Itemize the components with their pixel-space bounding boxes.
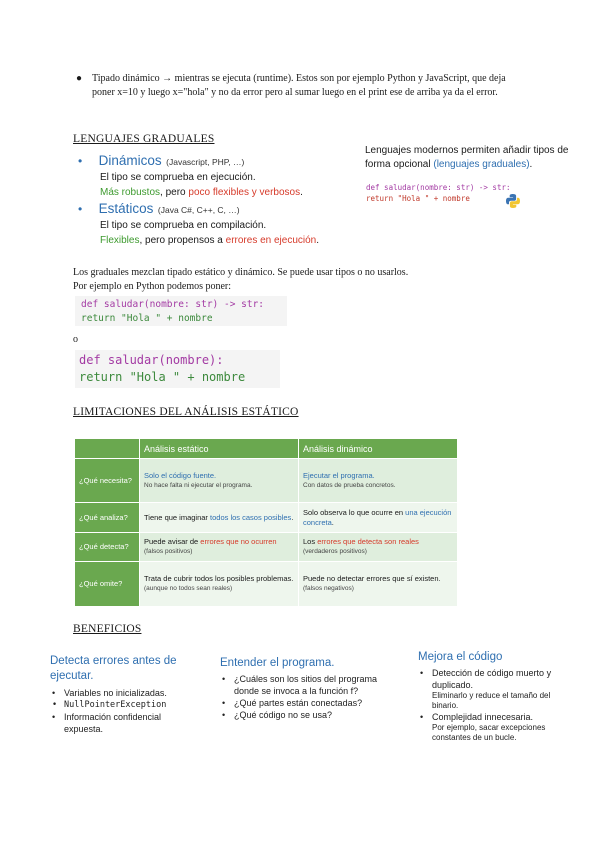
modern-gradual: (lenguajes graduales) [433,159,530,170]
dynamic-examples: (Javascript, PHP, …) [166,157,245,167]
dynamic-title: Dinámicos [98,153,162,168]
benefits-col-errors [50,654,200,735]
cell-main: Puede no detectar errores que sí existen. [303,573,441,583]
mix-line1: Los graduales mezclan tipado estático y dinámico. Se puede usar tipos o no usarlos. [73,267,409,278]
benefit-title: Entender el programa. [220,657,335,669]
static-end: . [316,235,320,246]
cell-pre: Puede avisar de [144,537,201,546]
cell-hl: todos los casos posibles [210,512,292,522]
dynamic-block [78,152,368,200]
code1-line1 [81,298,281,312]
cell-hl: errores que no ocurren [200,537,277,546]
benefit-title: Detecta errores antes de ejecutar. [50,655,177,682]
list-item [418,711,568,743]
code1-line2 [81,312,281,326]
cell-hl: una ejecución concreta [303,507,452,527]
table-row [75,503,458,533]
benefit-list [220,673,385,721]
cell-main: Ejecutar el programa. [303,470,375,480]
static-mid: , pero propensos a [139,235,226,246]
table-cell [140,533,299,562]
row-label: ¿Qué analiza? [75,503,140,533]
limits-table [75,439,458,606]
table-row [75,459,458,503]
cell-sub: (falsos positivos) [144,548,193,555]
static-con: errores en ejecución [225,235,317,246]
table-cell [299,459,458,503]
modern-note [365,144,575,172]
cell-pre: Los [303,537,318,546]
static-block [78,200,368,248]
modern-code-line2 [366,193,511,204]
cell-main: Trata de cubrir todos los posibles problemas. [144,573,294,583]
dynamic-con: poco flexibles y verbosos [188,187,301,198]
list-item: • Información confidencial expuesta. [50,711,200,735]
code2-line1 [79,352,276,369]
code2-line2 [79,369,276,386]
code-block-typed [75,296,287,326]
list-item [418,667,568,711]
cell-main: Solo el código fuente. [144,470,217,480]
table-cell [140,503,299,533]
cell-end: . [291,512,294,522]
code2-text1: def saludar(nombre): [79,353,224,367]
modern-code-text2: return "Hola " + nombre [366,194,470,203]
cell-pre: Solo observa lo que ocurre en [303,507,406,517]
code1-text2: return "Hola " + nombre [81,313,213,324]
table-header-empty [75,439,140,459]
list-item: • NullPointerException [50,699,200,711]
cell-sub: No hace falta ni ejecutar el programa. [144,481,253,489]
benefit-list [50,687,200,735]
dynamic-mid: , pero [160,187,189,198]
table-cell [140,562,299,606]
list-item-main: • Complejidad innecesaria. [432,712,534,722]
table-cell [140,459,299,503]
dynamic-line2 [100,185,368,200]
list-item-main: • Detección de código muerto y duplicado. [432,668,552,690]
row-label: ¿Qué omite? [75,562,140,606]
bullet-icon: • [78,154,83,168]
modern-end: . [529,159,533,170]
cell-sub: (verdaderos positivos) [303,548,367,555]
list-item: • ¿Qué partes están conectadas? [220,697,385,709]
dynamic-end: . [300,187,303,198]
static-title: Estáticos [98,201,154,216]
dynamic-line1: El tipo se comprueba en ejecución. [100,172,256,183]
modern-text: Lenguajes modernos permiten añadir tipos de forma opcional [365,145,569,170]
modern-code [366,182,511,204]
benefit-title: Mejora el código [418,651,503,663]
cell-sub: (falsos negativos) [303,584,354,592]
mix-line2: Por ejemplo en Python podemos poner: [73,281,232,292]
list-item-sub: Eliminarlo y reduce el tamaño del binario. [432,691,551,710]
table-header-dynamic: Análisis dinámico [299,439,458,459]
list-item-sub: Por ejemplo, sacar excepciones constantes de un bucle. [432,723,546,742]
table-header-static: Análisis estático [140,439,299,459]
table-header-row [75,439,458,459]
benefit-list [418,667,568,743]
cell-sub: Con datos de prueba concretos. [303,481,396,489]
benefits-col-improve [418,650,568,743]
python-logo-icon [505,193,521,209]
modern-code-line1 [366,182,511,193]
or-text: o [73,334,78,345]
list-item: • Variables no inicializadas. [50,687,200,699]
list-item: • ¿Qué código no se usa? [220,709,385,721]
static-examples: (Java C#, C++, C, …) [157,205,240,215]
row-label: ¿Qué necesita? [75,459,140,503]
table-cell [299,503,458,533]
code2-text2: return "Hola " + nombre [79,370,246,384]
limits-heading: LIMITACIONES DEL ANÁLISIS ESTÁTICO [73,406,299,418]
modern-code-text1: def saludar(nombre: str) -> str: [366,183,511,192]
code1-text1: def saludar(nombre: str) -> str: [81,299,265,310]
static-pro: Flexibles [100,235,140,246]
table-cell [299,533,458,562]
benefits-col-understand [220,656,385,721]
list-item: • ¿Cuáles son los sitios del programa donde se invoca a la función f? [220,673,385,697]
benefits-heading: BENEFICIOS [73,623,142,635]
row-label: ¿Qué detecta? [75,533,140,562]
dynamic-pro: Más robustos [100,187,161,198]
mix-text [73,266,533,294]
table-row [75,533,458,562]
bullet-icon: ● [76,73,83,84]
table-cell [299,562,458,606]
gradual-heading: LENGUAJES GRADUALES [73,133,215,145]
table-row [75,562,458,606]
cell-end: . [331,517,334,527]
bullet-icon: • [78,202,83,216]
cell-hl: errores que detecta son reales [317,537,419,546]
intro-paragraph [76,72,530,100]
static-line1: El tipo se comprueba en compilación. [100,220,267,231]
intro-text: Tipado dinámico → mientras se ejecuta (runtime). Estos son por ejemplo Python y JavaScript, que deja poner x=10 y luego x="hola" y no da error pero al sumar luego en el print ese de arriba ya da el error. [92,73,506,98]
cell-sub: (aunque no todos sean reales) [144,584,233,592]
cell-pre: Tiene que imaginar [144,512,211,522]
static-line2 [100,233,368,248]
code-block-untyped [75,350,280,388]
